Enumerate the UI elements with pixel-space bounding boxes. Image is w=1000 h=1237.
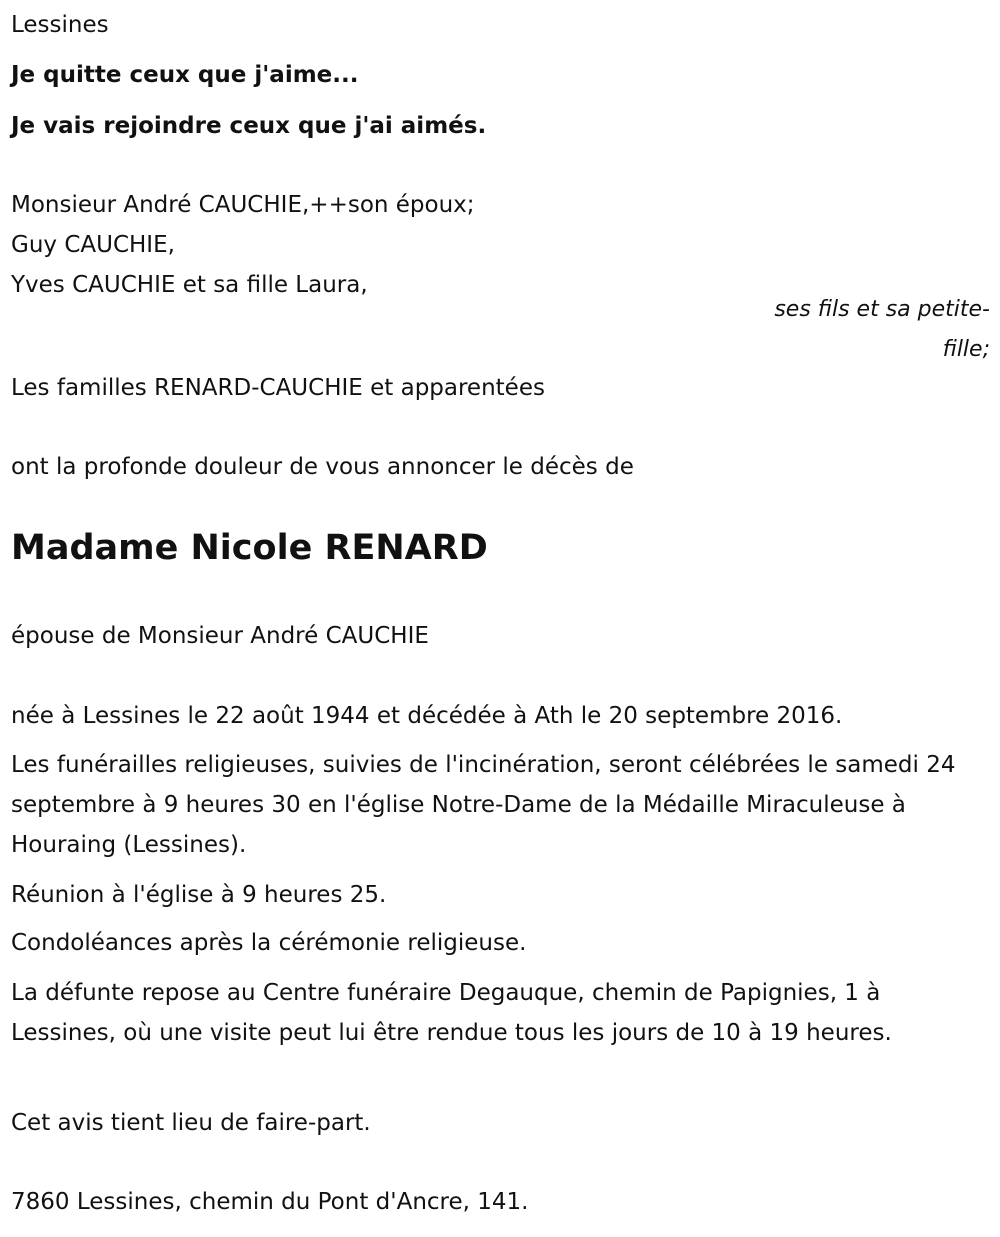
families-line: Les familles RENARD-CAUCHIE et apparentées [11,375,545,401]
family-member: Monsieur André CAUCHIE,++son époux; [11,192,475,218]
quote-line-2: Je vais rejoindre ceux que j'ai aimés. [11,113,487,139]
gathering-info: Réunion à l'église à 9 heures 25. [11,882,387,908]
family-relation: ses fils et sa petite- [774,297,990,322]
spouse-line: épouse de Monsieur André CAUCHIE [11,623,429,649]
quote-line-1: Je quitte ceux que j'aime... [11,62,359,88]
repose-info: La défunte repose au Centre funéraire Degauque, chemin de Papignies, 1 à Lessines, où une visite peut lui être rendue tous les jours de 10 à 19 heures. [11,980,892,1046]
birth-death: née à Lessines le 22 août 1944 et décédée à Ath le 20 septembre 2016. [11,703,843,729]
funeral-info: Les funérailles religieuses, suivies de l'incinération, seront célébrées le samedi 24 septembre à 9 heures 30 en l'église Notre-Dame de la Médaille Miraculeuse à Houraing (Lessines). [11,752,956,858]
family-member: Yves CAUCHIE et sa fille Laura, [11,272,368,298]
family-relation-cont: fille; [942,337,990,362]
location: Lessines [11,12,109,38]
announcement: ont la profonde douleur de vous annoncer le décès de [11,454,634,480]
family-member: Guy CAUCHIE, [11,232,175,258]
deceased-name: Madame Nicole RENARD [11,528,488,568]
notice-line: Cet avis tient lieu de faire-part. [11,1110,371,1136]
address: 7860 Lessines, chemin du Pont d'Ancre, 141. [11,1189,529,1215]
condolences-info: Condoléances après la cérémonie religieuse. [11,930,527,956]
